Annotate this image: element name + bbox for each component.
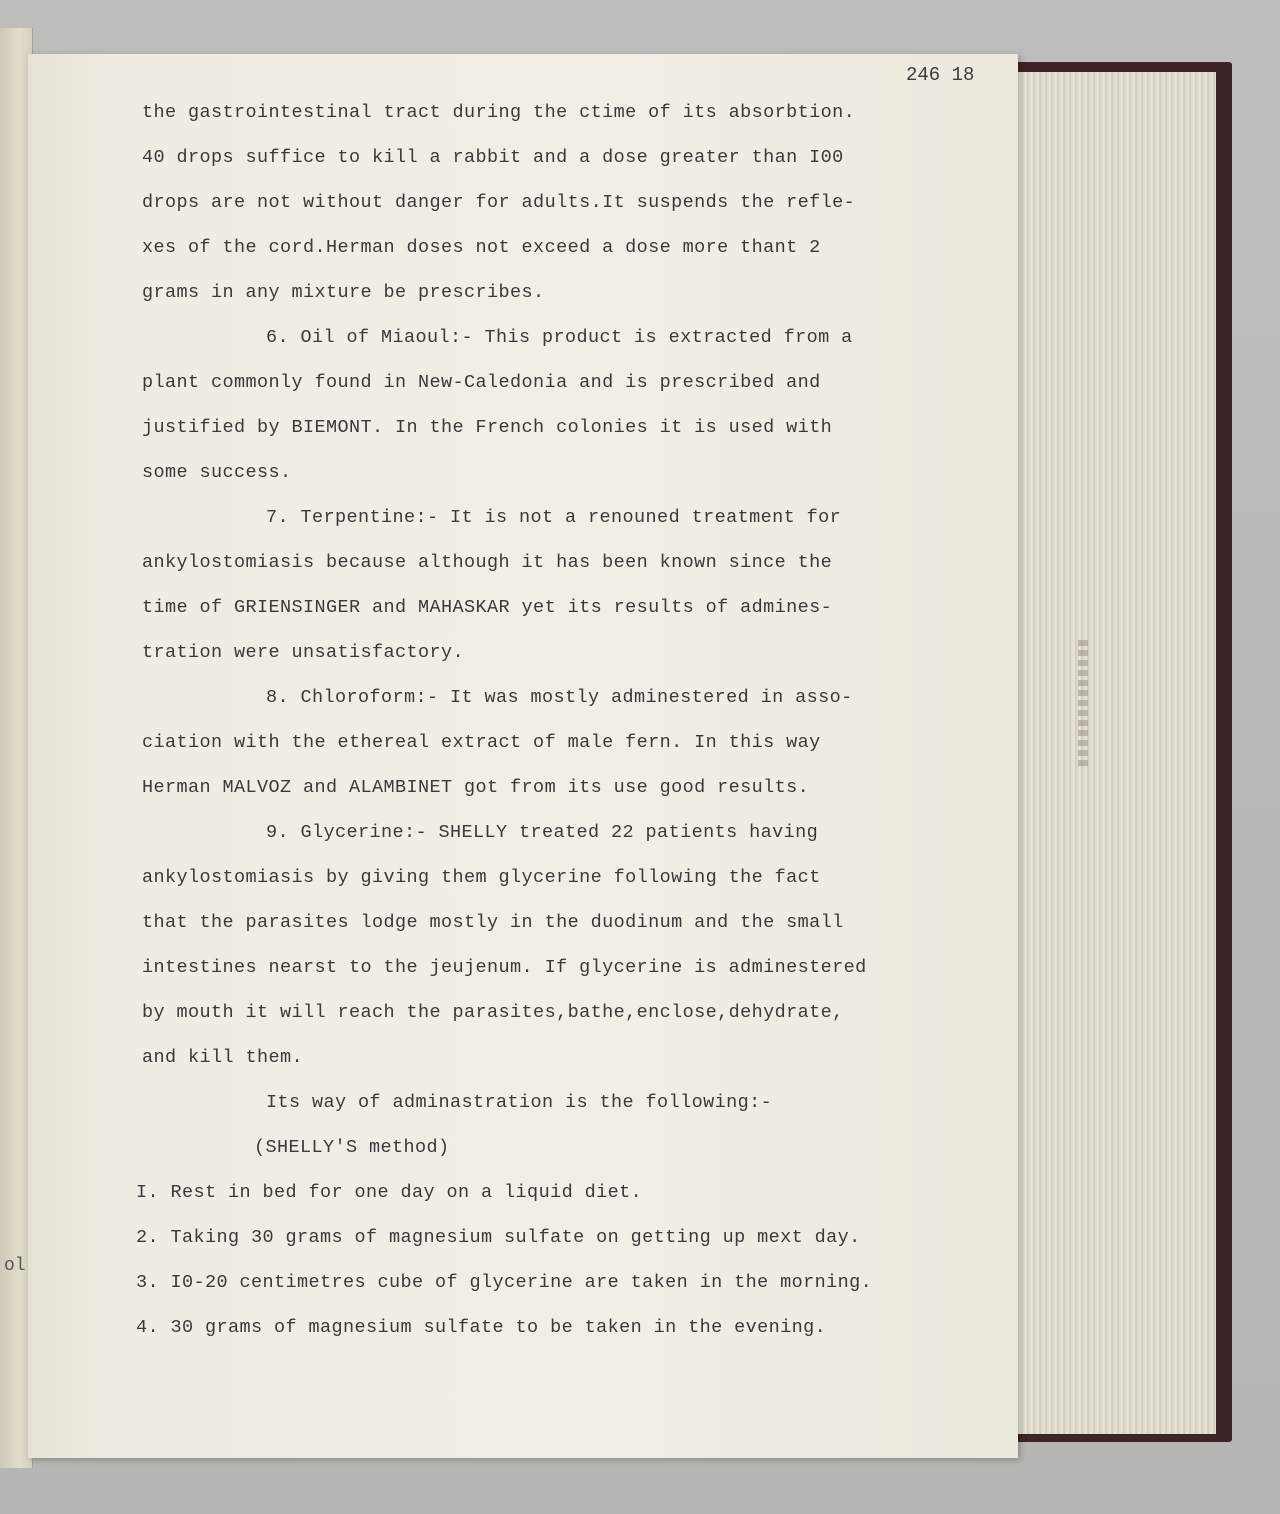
text-line: time of GRIENSINGER and MAHASKAR yet its results of admines- [142,597,833,618]
text-line: I. Rest in bed for one day on a liquid diet. [136,1182,643,1203]
text-line: 3. I0-20 centimetres cube of glycerine are taken in the morning. [136,1272,873,1293]
text-line: justified by BIEMONT. In the French colonies it is used with [142,417,833,438]
facing-page-fragment: ol [4,1256,26,1276]
text-line: and kill them. [142,1047,304,1068]
text-line: some success. [142,462,292,483]
text-line: drops are not without danger for adults.It suspends the refle- [142,192,856,213]
text-line: xes of the cord.Herman doses not exceed a dose more thant 2 [142,237,821,258]
text-line: 40 drops suffice to kill a rabbit and a dose greater than I00 [142,147,844,168]
text-line: the gastrointestinal tract during the ctime of its absorbtion. [142,102,856,123]
text-line: 8. Chloroform:- It was mostly adminestered in asso- [266,687,853,708]
text-line: by mouth it will reach the parasites,bathe,enclose,dehydrate, [142,1002,844,1023]
text-line: 9. Glycerine:- SHELLY treated 22 patients having [266,822,819,843]
text-line: 7. Terpentine:- It is not a renouned treatment for [266,507,842,528]
text-line: tration were unsatisfactory. [142,642,465,663]
text-line: ankylostomiasis by giving them glycerine following the fact [142,867,821,888]
text-line: ankylostomiasis because although it has been known since the [142,552,833,573]
text-line: 4. 30 grams of magnesium sulfate to be taken in the evening. [136,1317,827,1338]
text-line: Herman MALVOZ and ALAMBINET got from its use good results. [142,777,810,798]
text-line: 2. Taking 30 grams of magnesium sulfate on getting up mext day. [136,1227,861,1248]
text-line: ciation with the ethereal extract of male fern. In this way [142,732,821,753]
text-line: (SHELLY'S method) [254,1137,450,1158]
page-text [136,90,982,1350]
typed-page [28,54,1018,1458]
library-stamp-mark [1078,640,1088,770]
text-line: Its way of adminastration is the following:- [266,1092,773,1113]
text-line: that the parasites lodge mostly in the duodinum and the small [142,912,844,933]
text-line: plant commonly found in New-Caledonia and is prescribed and [142,372,821,393]
text-line: 6. Oil of Miaoul:- This product is extracted from a [266,327,853,348]
page-number: 246 18 [906,64,975,86]
page-block [1005,72,1216,1434]
text-line: intestines nearst to the jeujenum. If glycerine is adminestered [142,957,867,978]
text-line: grams in any mixture be prescribes. [142,282,545,303]
